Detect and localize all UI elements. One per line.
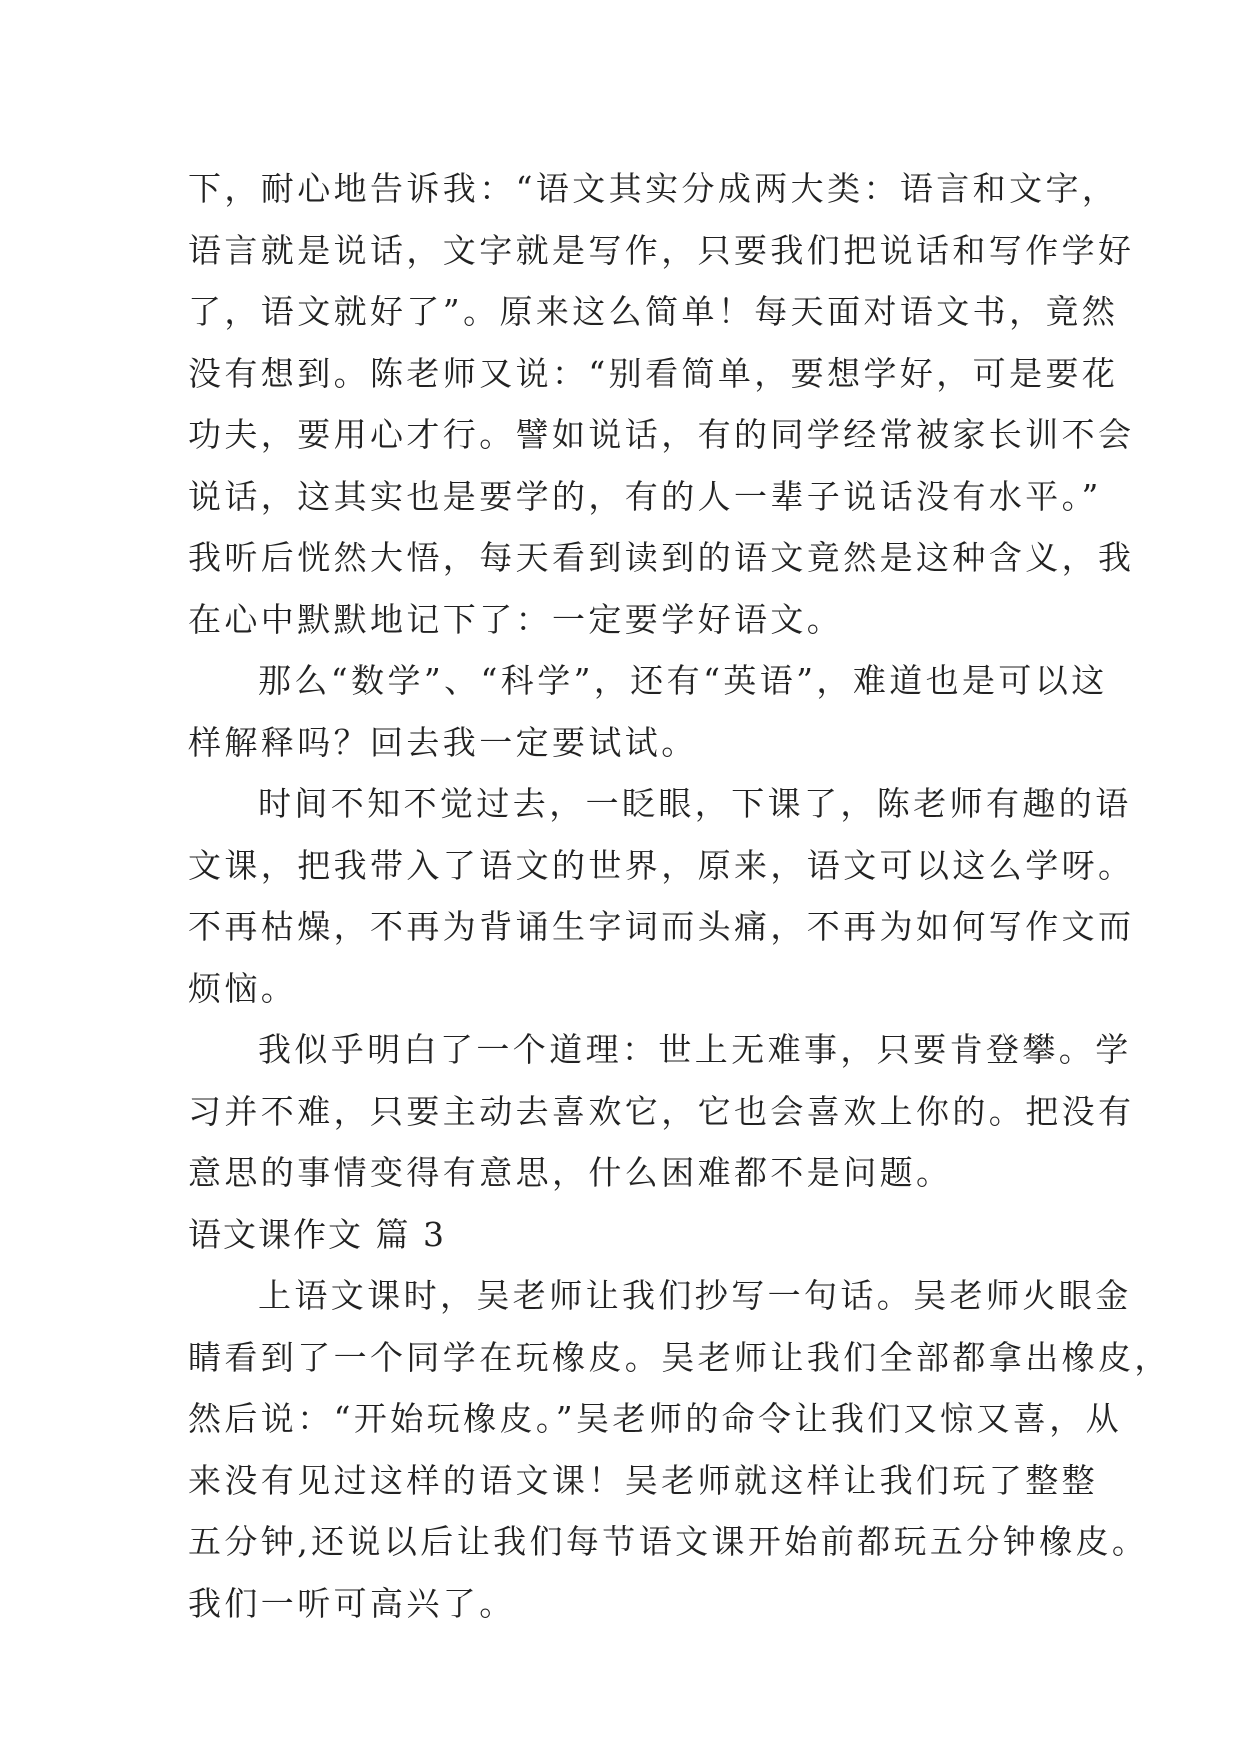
text-line: 说话，这其实也是要学的，有的人一辈子说话没有水平。” [188, 476, 1102, 516]
document-body [188, 158, 1171, 1634]
text-line: 烦恼。 [188, 968, 298, 1008]
text-line: 习并不难，只要主动去喜欢它，它也会喜欢上你的。把没有 [188, 1091, 1135, 1131]
text-line: 不再枯燥，不再为背诵生字词而头痛，不再为如何写作文而 [188, 907, 1135, 946]
paragraph-first-line: 时间不知不觉过去，一眨眼，下课了，陈老师有趣的语 [258, 784, 1132, 823]
text-line: 样解释吗？回去我一定要试试。 [188, 722, 698, 762]
paragraph-first-line: 我似乎明白了一个道理：世上无难事，只要肯登攀。学 [258, 1030, 1132, 1069]
text-line: 来没有见过这样的语文课！吴老师就这样让我们玩了整整 [188, 1460, 1098, 1500]
text-line: 没有想到。陈老师又说：“别看简单，要想学好，可是要花 [188, 353, 1119, 393]
text-line: 文课，把我带入了语文的世界，原来，语文可以这么学呀。 [188, 845, 1135, 885]
text-line: 我听后恍然大悟，每天看到读到的语文竟然是这种含义，我 [188, 538, 1135, 577]
text-line: 我们一听可高兴了。 [188, 1583, 516, 1623]
text-line: 睛看到了一个同学在玩橡皮。吴老师让我们全部都拿出橡皮， [188, 1337, 1171, 1377]
text-line: 在心中默默地记下了：一定要学好语文。 [188, 599, 844, 639]
text-line: 语言就是说话，文字就是写作，只要我们把说话和写作学好 [188, 230, 1135, 270]
text-line: 然后说：“开始玩橡皮。”吴老师的命令让我们又惊又喜，从 [188, 1399, 1123, 1438]
text-line: 了，语文就好了”。原来这么简单！每天面对语文书，竟然 [188, 292, 1119, 331]
text-line: 五分钟,还说以后让我们每节语文课开始前都玩五分钟橡皮。 [188, 1522, 1149, 1561]
paragraph-first-line: 上语文课时，吴老师让我们抄写一句话。吴老师火眼金 [258, 1276, 1132, 1315]
paragraph-first-line: 那么“数学”、“科学”，还有“英语”，难道也是可以这 [258, 661, 1108, 700]
section-heading: 语文课作文 篇 3 [188, 1214, 446, 1254]
text-line: 意思的事情变得有意思，什么困难都不是问题。 [188, 1153, 953, 1192]
text-line: 下，耐心地告诉我：“语文其实分成两大类：语言和文字， [188, 169, 1119, 208]
text-line: 功夫，要用心才行。譬如说话，有的同学经常被家长训不会 [188, 415, 1135, 454]
